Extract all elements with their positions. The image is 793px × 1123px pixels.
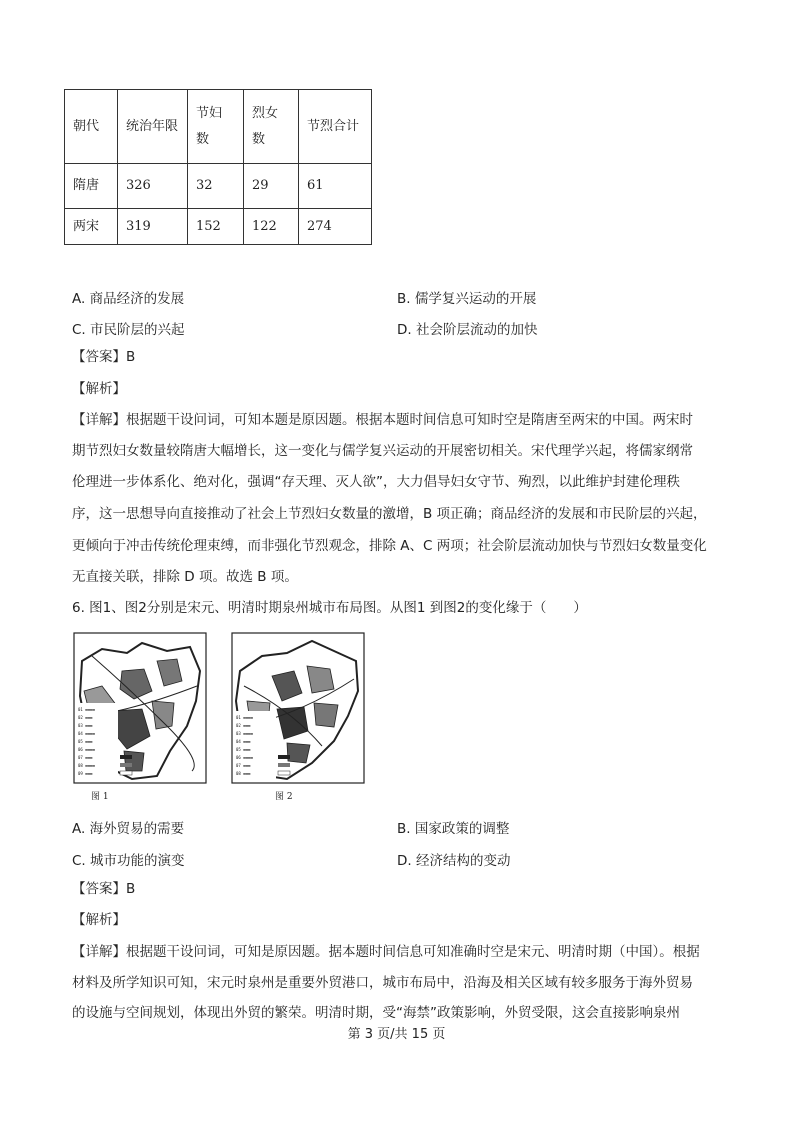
option-d: D. 社会阶层流动的加快 [397, 322, 538, 338]
table-cell: 152 [188, 209, 244, 245]
svg-text:06 ▬▬▬▬: 06 ▬▬▬▬ [236, 755, 253, 760]
question-stem: 6. 图1、图2分别是宋元、明清时期泉州城市布局图。从图1 到图2的变化缘于（ ） [72, 600, 587, 616]
svg-text:08 ▬▬▬▬: 08 ▬▬▬▬ [78, 763, 95, 768]
option-b: B. 国家政策的调整 [397, 821, 510, 837]
page-footer: 第 3 页/共 15 页 [347, 1027, 446, 1042]
svg-text:01 ▬▬▬▬: 01 ▬▬▬▬ [78, 707, 95, 712]
answer-label: 【答案】B [72, 349, 136, 365]
analysis-label: 【解析】 [72, 381, 126, 397]
option-d: D. 经济结构的变动 [397, 853, 511, 869]
svg-text:01 ▬▬▬▬: 01 ▬▬▬▬ [236, 715, 253, 720]
option-b: B. 儒学复兴运动的开展 [397, 291, 537, 307]
svg-text:02 ▬▬▬: 02 ▬▬▬ [78, 715, 93, 720]
answer-label: 【答案】B [72, 881, 136, 897]
table-cell: 122 [244, 209, 299, 245]
option-a: A. 海外贸易的需要 [72, 821, 185, 837]
svg-text:08 ▬▬▬: 08 ▬▬▬ [236, 771, 251, 776]
table-cell: 两宋 [65, 209, 118, 245]
table-header-cell: 朝代 [65, 90, 118, 164]
analysis-line: 序，这一思想导向直接推动了社会上节烈妇女数量的激增，B 项正确；商品经济的发展和市民阶层的兴起， [72, 506, 707, 522]
table-header-cell: 节烈合计 [299, 90, 372, 164]
svg-text:03 ▬▬▬: 03 ▬▬▬ [78, 723, 93, 728]
map-figure-2 [232, 633, 364, 783]
svg-text:04 ▬▬▬▬: 04 ▬▬▬▬ [78, 731, 95, 736]
option-c: C. 城市功能的演变 [72, 853, 185, 869]
option-a: A. 商品经济的发展 [72, 291, 185, 307]
analysis-line: 无直接关联，排除 D 项。故选 B 项。 [72, 569, 298, 585]
table-cell: 274 [299, 209, 372, 245]
map-figure-1 [74, 633, 206, 783]
table-header-cell: 节妇 数 [188, 90, 244, 164]
svg-text:07 ▬▬▬: 07 ▬▬▬ [236, 763, 251, 768]
table-cell: 32 [188, 164, 244, 209]
svg-text:07 ▬▬▬: 07 ▬▬▬ [78, 755, 93, 760]
analysis-line: 【详解】根据题干设问词，可知是原因题。据本题时间信息可知准确时空是宋元、明清时期（中国）。根据 [72, 944, 700, 960]
analysis-line: 更倾向于冲击传统伦理束缚，而非强化节烈观念，排除 A、C 两项；社会阶层流动加快与节烈妇女数量变化 [72, 538, 707, 554]
city-map-figure [72, 631, 370, 807]
analysis-line: 的设施与空间规划，体现出外贸的繁荣。明清时期，受“海禁”政策影响，外贸受限，这会直接影响泉州 [72, 1005, 680, 1021]
analysis-line: 【详解】根据题干设问词，可知本题是原因题。根据本题时间信息可知时空是隋唐至两宋的中国。两宋时 [72, 412, 693, 428]
figure-caption: 图 1 [91, 792, 109, 802]
table-cell: 隋唐 [65, 164, 118, 209]
table-header-cell: 烈女 数 [244, 90, 299, 164]
table-cell: 319 [118, 209, 188, 245]
table-cell: 326 [118, 164, 188, 209]
analysis-line: 材料及所学知识可知，宋元时泉州是重要外贸港口，城市布局中，沿海及相关区域有较多服务于海外贸易 [72, 975, 693, 991]
analysis-line: 伦理进一步体系化、绝对化，强调“存天理、灭人欲”，大力倡导妇女守节、殉烈，以此维护封建伦理秩 [72, 474, 680, 490]
svg-text:05 ▬▬▬: 05 ▬▬▬ [236, 747, 251, 752]
table-cell: 29 [244, 164, 299, 209]
svg-text:02 ▬▬▬: 02 ▬▬▬ [236, 723, 251, 728]
analysis-line: 期节烈妇女数量较隋唐大幅增长，这一变化与儒学复兴运动的开展密切相关。宋代理学兴起，将儒家纲常 [72, 443, 693, 459]
svg-text:09 ▬▬▬: 09 ▬▬▬ [78, 771, 93, 776]
svg-text:06 ▬▬▬▬: 06 ▬▬▬▬ [78, 747, 95, 752]
data-table [64, 89, 372, 245]
svg-text:05 ▬▬▬: 05 ▬▬▬ [78, 739, 93, 744]
svg-text:04 ▬▬▬: 04 ▬▬▬ [236, 739, 251, 744]
option-c: C. 市民阶层的兴起 [72, 322, 185, 338]
analysis-label: 【解析】 [72, 912, 126, 928]
figure-caption: 图 2 [275, 792, 293, 802]
table-header-cell: 统治年限 [118, 90, 188, 164]
svg-text:03 ▬▬▬▬: 03 ▬▬▬▬ [236, 731, 253, 736]
table-cell: 61 [299, 164, 372, 209]
